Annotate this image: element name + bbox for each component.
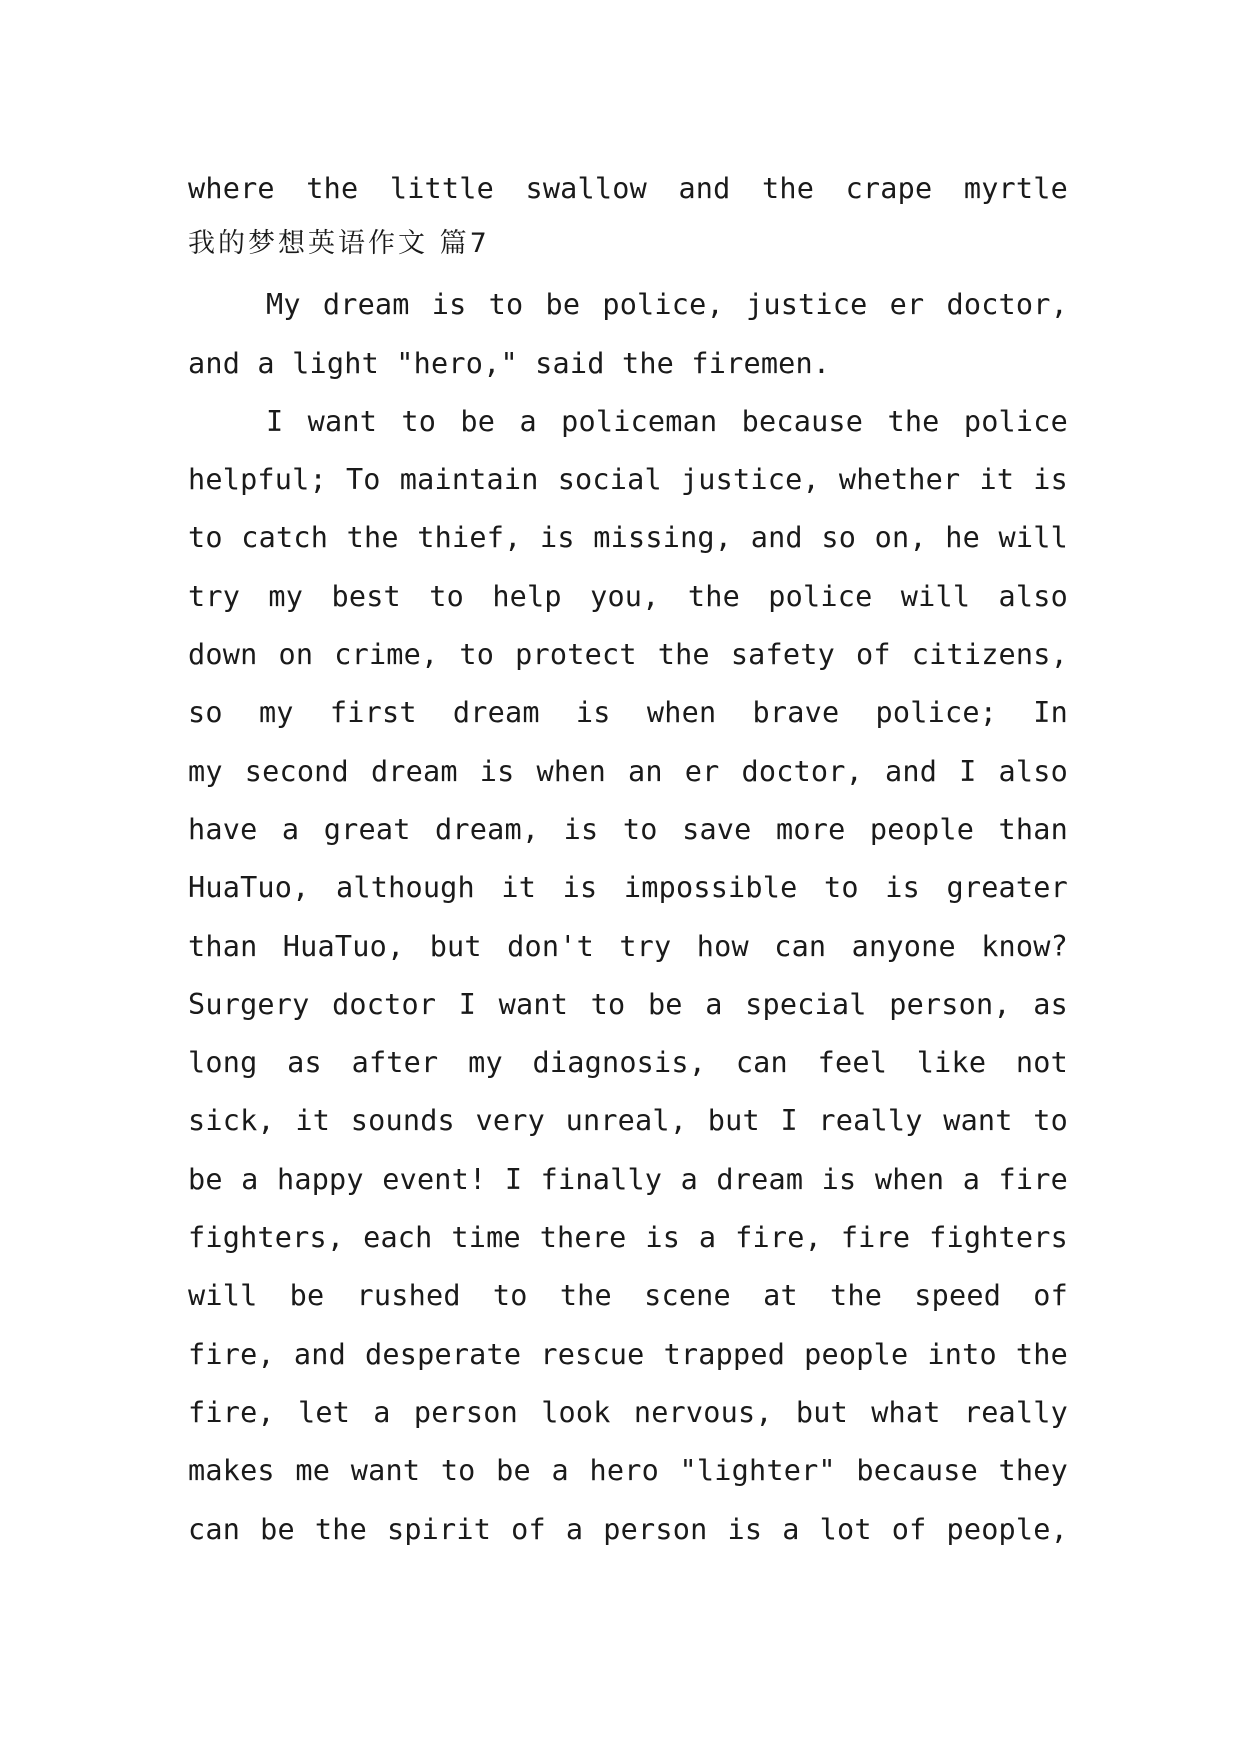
paragraph-line: fighters, each time there is a fire, fire fighters <box>188 1221 1068 1255</box>
paragraph-line: Surgery doctor I want to be a special person, as <box>188 987 1068 1021</box>
paragraph-line: long as after my diagnosis, can feel like not <box>188 1046 1068 1080</box>
paragraph-line: have a great dream, is to save more people than <box>188 812 1068 846</box>
paragraph-line: fire, let a person look nervous, but what really <box>188 1395 1068 1429</box>
paragraph-2 <box>188 393 1068 1559</box>
paragraph-line: down on crime, to protect the safety of citizens, <box>188 638 1068 672</box>
paragraph-line: can be the spirit of a person is a lot of people, <box>188 1512 1068 1546</box>
paragraph-line: be a happy event! I finally a dream is when a fire <box>188 1162 1068 1196</box>
paragraph-line: so my first dream is when brave police; In <box>188 696 1068 730</box>
paragraph-line: try my best to help you, the police will also <box>188 579 1068 613</box>
paragraph-line: My dream is to be police, justice er doctor, <box>266 288 1068 322</box>
essay-text <box>188 160 1068 1559</box>
paragraph-line: will be rushed to the scene at the speed of <box>188 1279 1068 1313</box>
paragraph-line: and a light "hero," said the firemen. <box>188 346 831 380</box>
paragraph-line: my second dream is when an er doctor, and I also <box>188 754 1068 788</box>
paragraph-line: helpful; To maintain social justice, whether it is <box>188 463 1068 497</box>
paragraph-line: I want to be a policeman because the police <box>266 404 1068 438</box>
essay-heading: 我的梦想英语作文 篇7 <box>188 228 490 260</box>
paragraph-line: HuaTuo, although it is impossible to is greater <box>188 871 1068 905</box>
paragraph-line: to catch the thief, is missing, and so on, he will <box>188 521 1068 555</box>
paragraph-1 <box>188 276 1068 393</box>
paragraph-line: makes me want to be a hero "lighter" because they <box>188 1454 1068 1488</box>
paragraph-line: fire, and desperate rescue trapped people into the <box>188 1337 1068 1371</box>
paragraph-line: than HuaTuo, but don't try how can anyone know? <box>188 929 1068 963</box>
paragraph-line: sick, it sounds very unreal, but I really want to <box>188 1104 1068 1138</box>
opening-line: where the little swallow and the crape myrtle <box>188 172 1068 205</box>
